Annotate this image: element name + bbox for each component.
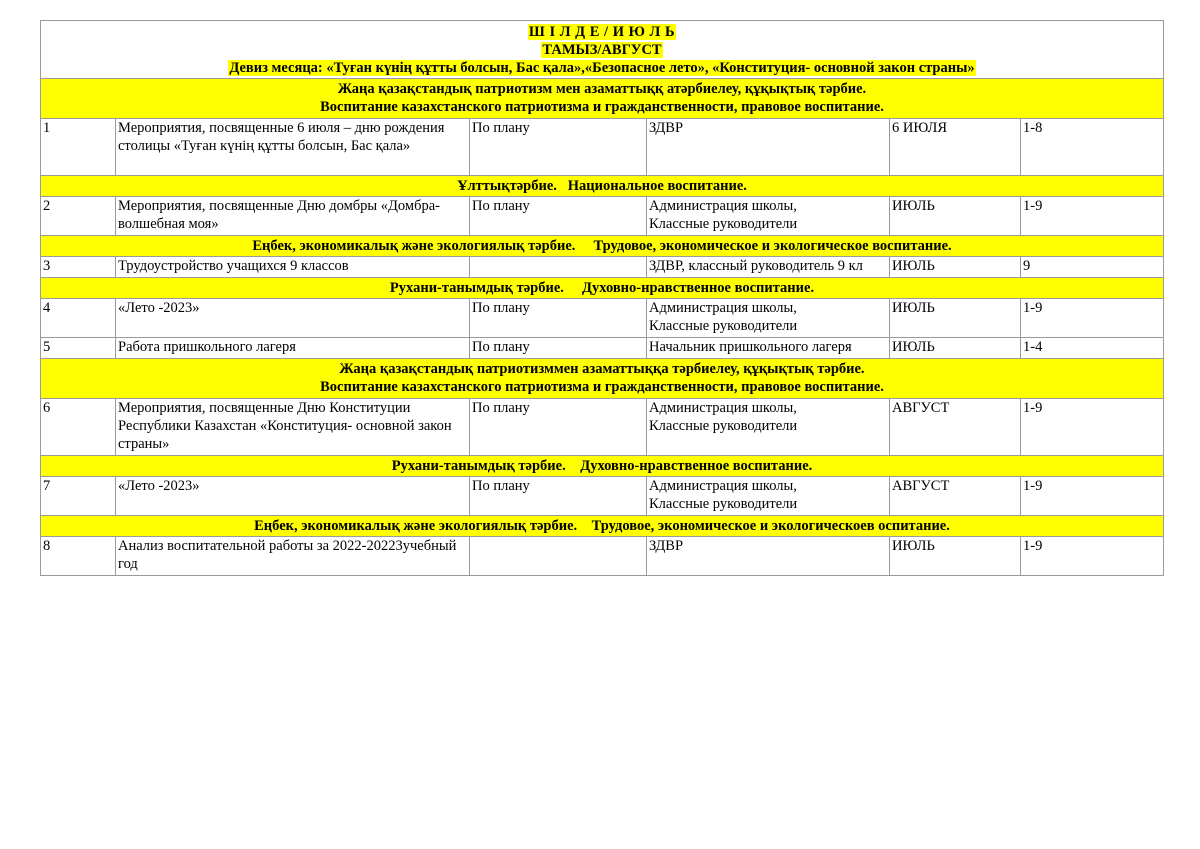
event-form: По плану [470,119,647,176]
event-form: По плану [470,197,647,236]
table-row [41,257,1164,278]
event-name: Работа пришкольного лагеря [116,338,470,359]
section-title-ru: Воспитание казахстанского патриотизма и гражданственности, правовое воспитание. [320,99,884,115]
section-title-kz: Жаңа қазақстандық патриотизммен азаматтыққа тәрбиелеу, құқықтық тәрбие. [339,361,865,377]
event-form: По плану [470,338,647,359]
event-name: Трудоустройство учащихся 9 классов [116,257,470,278]
event-name: Мероприятия, посвященные Дню Конституции Республики Казахстан «Конституция- основной закон страны» [116,399,470,456]
responsible-line: ЗДВР, классный руководитель 9 кл [649,258,863,274]
section-header: Ұлттықтәрбие. Национальное воспитание. [41,176,1164,197]
responsible-line: Начальник пришкольного лагеря [649,339,852,355]
section-header [41,359,1164,399]
event-form: По плану [470,477,647,516]
table-row [41,119,1164,176]
row-number: 2 [41,197,116,236]
responsible [647,119,890,176]
responsible-line: Администрация школы, [649,478,797,494]
event-date: ИЮЛЬ [890,537,1021,576]
title-cell [41,21,1164,79]
title-row [41,21,1164,79]
month-title: Ш І Л Д Е / И Ю Л Ь [528,24,676,40]
event-form: По плану [470,299,647,338]
table-row [41,299,1164,338]
event-date: ИЮЛЬ [890,338,1021,359]
section-row [41,176,1164,197]
section-header [41,79,1164,119]
section-row [41,359,1164,399]
section-header: Еңбек, экономикалық және экологиялық тәрбие. Трудовое, экономическое и экологическое воспитание. [41,236,1164,257]
table-row [41,338,1164,359]
month-subtitle: ТАМЫЗ/АВГУСТ [542,42,662,58]
table-row [41,197,1164,236]
event-form [470,257,647,278]
event-date: ИЮЛЬ [890,257,1021,278]
grades: 1-4 [1021,338,1164,359]
section-title-ru: Воспитание казахстанского патриотизма и гражданственности, правовое воспитание. [320,379,884,395]
event-name: Мероприятия, посвященные Дню домбры «Домбра-волшебная моя» [116,197,470,236]
section-row [41,236,1164,257]
row-number: 6 [41,399,116,456]
event-date: ИЮЛЬ [890,299,1021,338]
table-row [41,537,1164,576]
row-number: 5 [41,338,116,359]
section-row [41,79,1164,119]
responsible-line: Администрация школы, [649,300,797,316]
responsible-line: Администрация школы, [649,400,797,416]
responsible-line: ЗДВР [649,538,684,554]
grades: 9 [1021,257,1164,278]
grades: 1-9 [1021,477,1164,516]
responsible-line: Классные руководители [649,496,798,512]
section-header: Рухани-танымдық тәрбие. Духовно-нравственное воспитание. [41,456,1164,477]
plan-table [40,20,1164,576]
responsible [647,477,890,516]
row-number: 7 [41,477,116,516]
responsible [647,537,890,576]
event-date: АВГУСТ [890,399,1021,456]
responsible-line: Классные руководители [649,318,798,334]
responsible-line: Классные руководители [649,418,798,434]
table-row [41,477,1164,516]
responsible [647,299,890,338]
responsible-line: ЗДВР [649,120,684,136]
event-date: ИЮЛЬ [890,197,1021,236]
responsible [647,197,890,236]
section-title-kz: Жаңа қазақстандық патриотизм мен азаматтыққ атәрбиелеу, құқықтық тәрбие. [337,81,867,97]
responsible [647,399,890,456]
section-row [41,278,1164,299]
section-row [41,516,1164,537]
section-header: Еңбек, экономикалық және экологиялық тәрбие. Трудовое, экономическое и экологическоев оспитание. [41,516,1164,537]
responsible [647,257,890,278]
section-row [41,456,1164,477]
event-name: Анализ воспитательной работы за 2022-20223учебный год [116,537,470,576]
responsible-line: Администрация школы, [649,198,797,214]
row-number: 3 [41,257,116,278]
event-name: «Лето -2023» [116,477,470,516]
event-form [470,537,647,576]
grades: 1-8 [1021,119,1164,176]
grades: 1-9 [1021,537,1164,576]
responsible-line: Классные руководители [649,216,798,232]
event-name: Мероприятия, посвященные 6 июля – дню рождения столицы «Туған күнің құтты болсын, Бас қала» [116,119,470,176]
row-number: 4 [41,299,116,338]
row-number: 1 [41,119,116,176]
grades: 1-9 [1021,399,1164,456]
grades: 1-9 [1021,299,1164,338]
section-header: Рухани-танымдық тәрбие. Духовно-нравственное воспитание. [41,278,1164,299]
event-name: «Лето -2023» [116,299,470,338]
grades: 1-9 [1021,197,1164,236]
responsible [647,338,890,359]
event-date: 6 ИЮЛЯ [890,119,1021,176]
row-number: 8 [41,537,116,576]
motto-text: Девиз месяца: «Туған күнің құтты болсын, Бас қала»,«Безопасное лето», «Конституция- основной закон страны» [229,60,975,76]
event-date: АВГУСТ [890,477,1021,516]
table-row [41,399,1164,456]
event-form: По плану [470,399,647,456]
